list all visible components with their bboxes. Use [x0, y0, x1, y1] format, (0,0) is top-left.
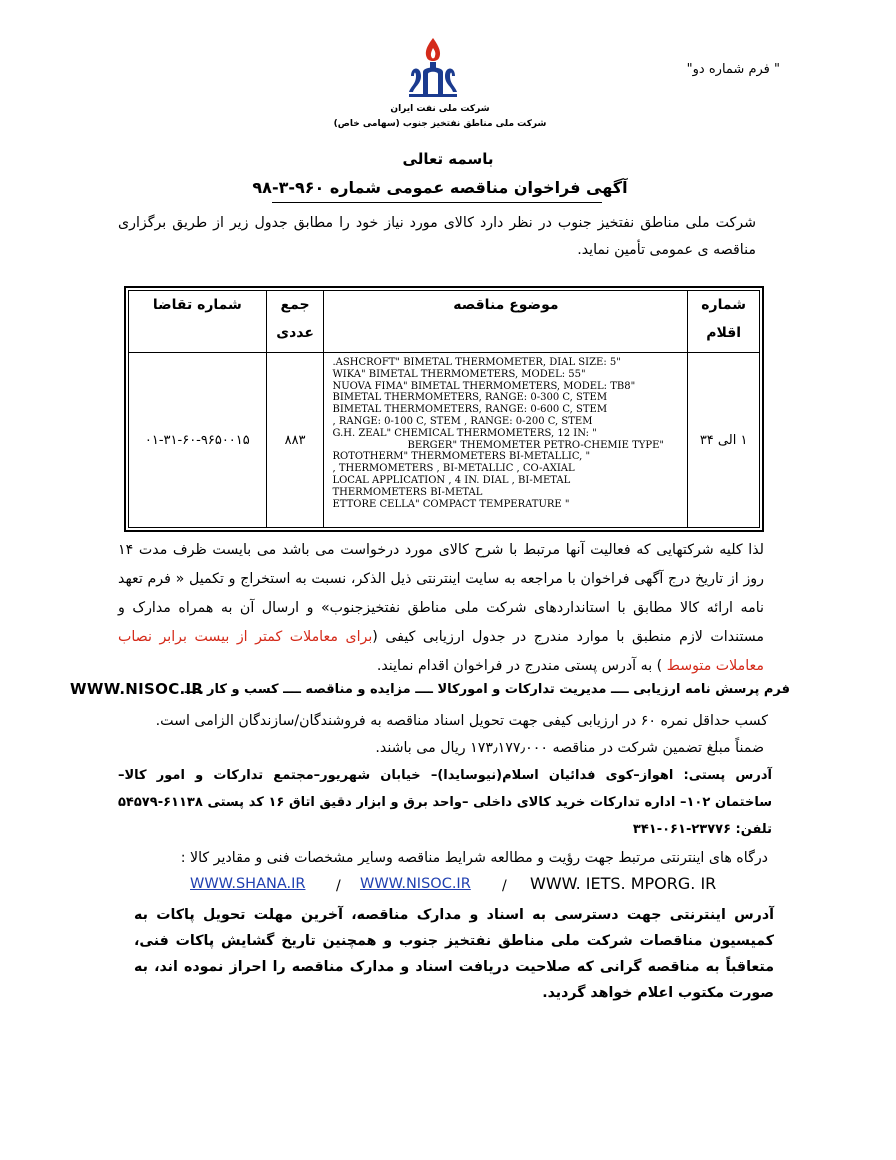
main-paragraph [118, 536, 764, 681]
cell-request: ۰۱-۳۱-۶۰-۹۶۵۰۰۱۵ [129, 353, 267, 528]
cell-description [324, 353, 688, 528]
iets-link[interactable]: WWW. IETS. MPORG. IR [530, 874, 717, 893]
portals-label: درگاه های اینترنتی مرتبط جهت رؤیت و مطالعه شرایط مناقصه وسایر مشخصات فنی و مقادیر کالا : [180, 850, 768, 866]
desc-line: WIKA" BIMETAL THERMOMETERS, MODEL: 55" [332, 368, 586, 380]
nisoc-link[interactable]: WWW.NISOC.IR [360, 876, 471, 892]
table-header-row [129, 291, 760, 353]
header-items [688, 291, 760, 353]
url-list [150, 872, 750, 898]
intro-paragraph: شرکت ملی مناطق نفتخیز جنوب در نظر دارد کالای مورد نیاز خود را مطابق جدول زیر از طریق برگزاری مناقصه ی عمومی تأمین نماید. [118, 215, 756, 258]
min-score-line: کسب حداقل نمره ۶۰ در ارزیابی کیفی جهت تحویل اسناد مناقصه به فروشندگان/سازندگان الزامی است. [155, 713, 768, 729]
header-total-line1: جمع [280, 297, 310, 313]
form-number-label: " فرم شماره دو" [686, 62, 780, 77]
header-items-line1: شماره [701, 297, 747, 313]
desc-line: , THERMOMETERS , BI-METALLIC , CO-AXIAL [332, 463, 575, 475]
company-name: شرکت ملی نفت ایران [390, 104, 490, 114]
cell-items: ۱ الی ۳۴ [688, 353, 760, 528]
header-subject: موضوع مناقصه [324, 291, 688, 353]
desc-line: G.H. ZEAL" CHEMICAL THERMOMETERS, 12 IN: " [332, 427, 597, 439]
shana-link[interactable]: WWW.SHANA.IR [190, 876, 306, 892]
header-total [266, 291, 324, 353]
tender-table [128, 290, 760, 528]
title-underline [272, 202, 602, 203]
red-condition-text: برای معاملات کمتر از بیست برابر نصاب معاملات متوسط [118, 629, 764, 674]
header-items-line2: اقلام [706, 325, 742, 341]
header-total-line2: عددی [276, 325, 314, 341]
desc-line: .ASHCROFT" BIMETAL THERMOMETER, DIAL SIZE: 5" [332, 357, 621, 368]
desc-line: ROTOTHERM" THERMOMETERS BI-METALLIC, " [332, 451, 591, 463]
desc-line: NUOVA FIMA" BIMETAL THERMOMETERS, MODEL: TB8" [332, 380, 636, 392]
company-subtitle: شرکت ملی مناطق نفتخیز جنوب (سهامی خاص) [333, 119, 547, 129]
desc-line: ETTORE CELLA" COMPACT TEMPERATURE " [332, 498, 570, 510]
desc-line: BIMETAL THERMOMETERS, RANGE: 0-300 C, STEM [332, 392, 608, 404]
final-paragraph: آدرس اینترنتی جهت دسترسی به اسناد و مدارک مناقصه، آخرین مهلت تحویل پاکات به کمیسیون مناقصات شرکت ملی مناطق نفتخیز جنوب و همچنین تاریخ گشایش پاکات فنی، متعاقباً به مناقصه گرانی که صلاحیت دریافت اسناد و مدارک مناقصه را احراز نموده اند، به صورت مکتوب اعلام خواهد گردید. [134, 907, 774, 1001]
questionnaire-path: فرم پرسش نامه ارزیابی ــــ مدیریت تدارکات و امورکالا ــــ مزایده و مناقصه ــــ کسب و کار ــــ [184, 682, 790, 697]
cell-total: ۸۸۳ [266, 353, 324, 528]
desc-line: LOCAL APPLICATION , 4 IN. DIAL , BI-METAL [332, 474, 571, 486]
nioc-logo [405, 36, 461, 100]
main-paragraph-part1: لذا کلیه شرکتهایی که فعالیت آنها مرتبط با شرح کالای مورد درخواست می باشد می بایست ظرف مدت ۱۴ روز از تاریخ درج آگهی فراخوان با مراجعه به سایت اینترنتی ذیل الذکر، نسبت به استخراج و تکمیل « فرم تعهد نامه ارائه کالا مطابق با استانداردهای شرکت ملی مناطق نفتخیزجنوب» و ارسال آن به همراه مدارک و مستندات لازم منطبق با موارد مندرج در جدول ارزیابی کیفی ( [118, 542, 764, 645]
main-paragraph-part2: ) به آدرس پستی مندرج در فراخوان اقدام نمایند. [376, 658, 667, 674]
questionnaire-line [70, 680, 790, 704]
desc-line: BIMETAL THERMOMETERS, RANGE: 0-600 C, STEM [332, 404, 608, 416]
page-title: آگهی فراخوان مناقصه عمومی شماره ۹۶۰-۳-۹۸ [252, 178, 628, 197]
url-separator: / [502, 878, 507, 894]
desc-line: , RANGE: 0-100 C, STEM , RANGE: 0-200 C, STEM [332, 415, 593, 427]
company-block [330, 102, 550, 132]
desc-line: THERMOMETERS BI-METAL [332, 486, 483, 498]
url-separator: / [336, 878, 341, 894]
postal-address: آدرس پستی: اهواز–کوی فدائیان اسلام(نیوسایدا)– خیابان شهریور–مجتمع تدارکات و امور کالا–ساختمان ۱۰۲– اداره تدارکات خرید کالای داخلی –واحد برق و ابزار دقیق اتاق ۱۶ کد پستی ۶۱۱۳۸-۵۴۵۷۹ تلفن: ۲۳۷۷۶-۰۶۱-۳۴۱ [118, 768, 772, 837]
desc-line: BERGER" THEMOMETER PETRO-CHEMIE TYPE" [407, 439, 664, 451]
guarantee-line: ضمناً مبلغ تضمین شرکت در مناقصه ۱۷۳٫۱۷۷٫۰۰۰ ریال می باشند. [375, 740, 764, 756]
header-request: شماره تقاضا [129, 291, 267, 353]
table-row [129, 353, 760, 528]
nisoc-url-bold[interactable]: WWW.NISOC.IR [70, 680, 204, 698]
bismillah-heading: باسمه تعالی [402, 150, 494, 168]
